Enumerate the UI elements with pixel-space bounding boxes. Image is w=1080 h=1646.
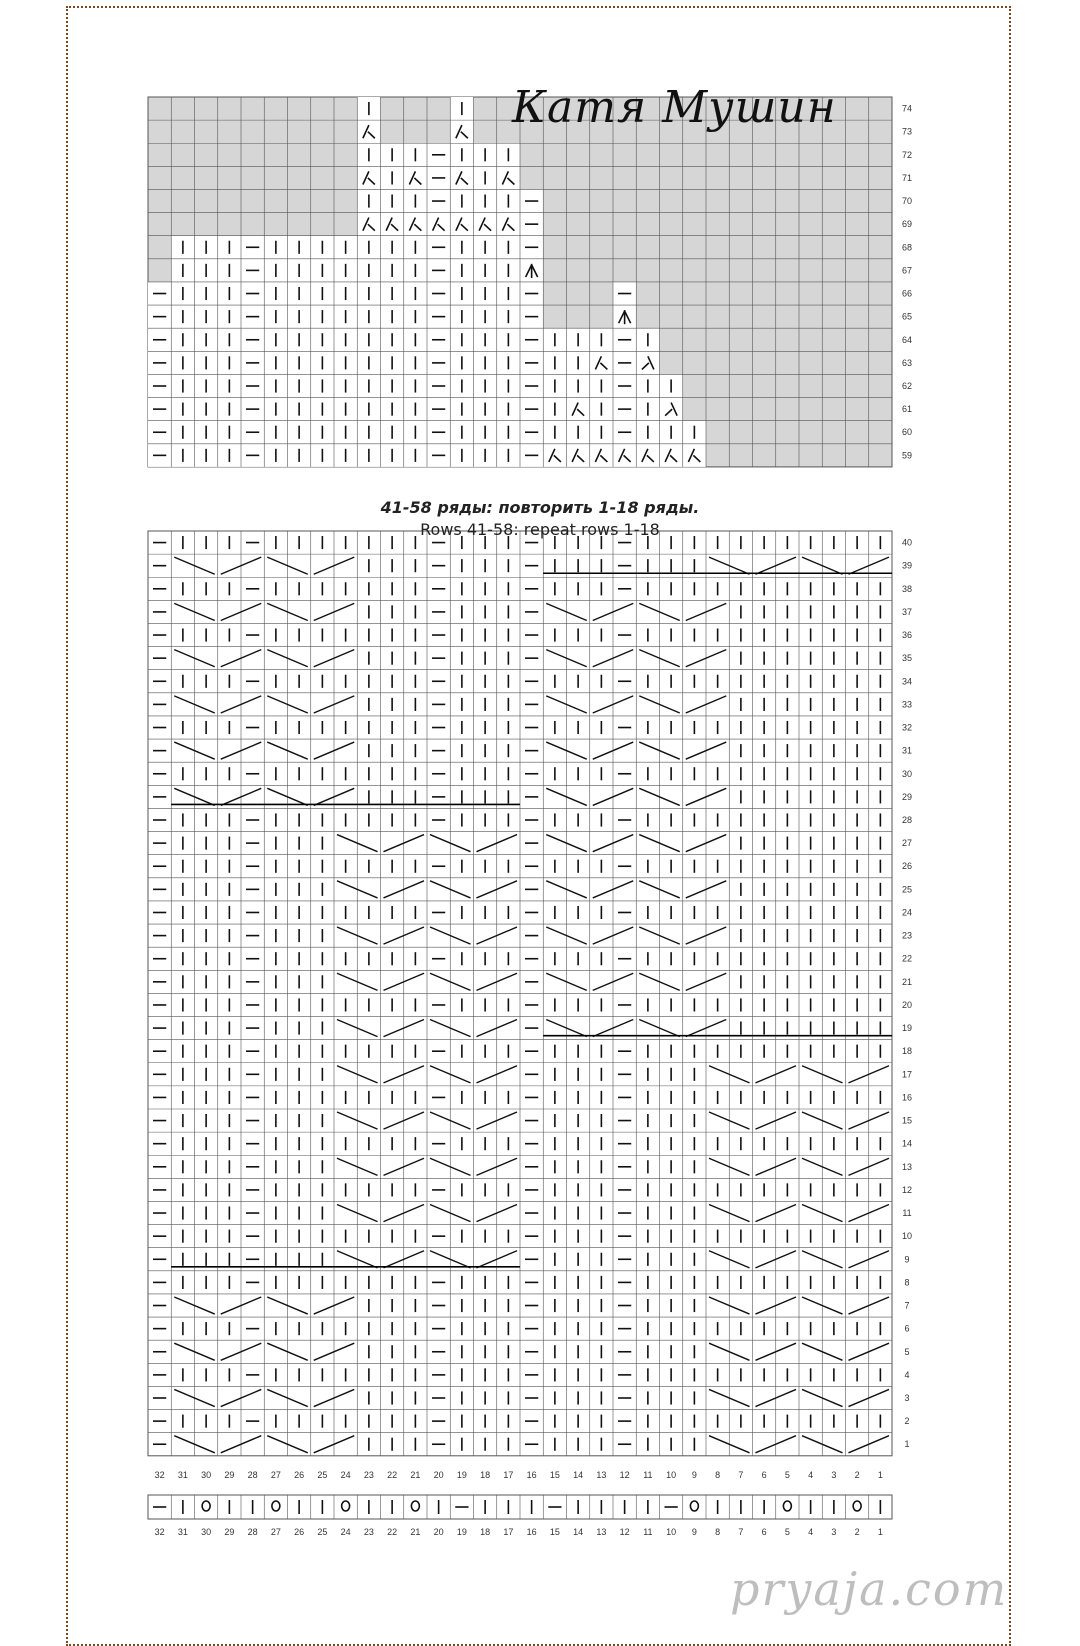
column-number: 11 [643,1527,653,1537]
row-number: 14 [901,1138,913,1149]
logo-text: Катя Мушин [512,82,837,133]
column-number: 7 [738,1469,744,1480]
row-number: 8 [904,1277,910,1288]
row-number: 13 [901,1161,913,1172]
row-number: 38 [901,583,913,594]
row-number: 21 [901,976,913,987]
column-number: 16 [526,1469,537,1480]
column-number: 10 [666,1469,677,1480]
column-number: 21 [410,1469,421,1480]
column-number: 22 [387,1469,398,1480]
column-number: 3 [831,1527,837,1537]
caption-english: Rows 41-58: repeat rows 1-18 [420,520,660,539]
column-number: 19 [456,1527,467,1537]
row-number: 2 [904,1416,910,1427]
row-number: 17 [901,1069,913,1080]
column-number: 15 [549,1527,560,1537]
row-number: 73 [901,126,913,137]
row-number: 19 [901,1023,913,1034]
watermark-text: pryaja.com [730,1562,1009,1616]
row-number: 64 [901,334,913,345]
column-number: 30 [201,1469,212,1480]
row-number: 12 [901,1184,913,1195]
column-number: 27 [270,1469,281,1480]
row-number: 29 [901,791,913,802]
column-number: 6 [761,1469,767,1480]
column-number: 15 [549,1469,560,1480]
row-number: 31 [901,745,913,756]
row-number: 28 [901,815,913,825]
column-number: 10 [666,1527,677,1537]
row-number: 32 [901,722,913,733]
row-number: 30 [901,768,913,779]
row-number: 3 [904,1393,910,1403]
row-number: 61 [901,404,913,415]
caption-russian: 41-58 ряды: повторить 1-18 ряды. [380,498,700,517]
column-number: 25 [317,1527,328,1537]
column-number: 17 [503,1527,514,1537]
row-number: 26 [901,861,913,872]
column-number: 1 [877,1469,883,1480]
column-number: 12 [619,1527,630,1537]
row-number: 66 [901,288,913,299]
row-number: 68 [901,242,913,253]
row-number: 25 [901,884,913,895]
row-number: 39 [901,560,913,571]
row-number: 65 [901,311,913,322]
column-number: 18 [480,1469,491,1480]
column-number: 28 [247,1469,258,1480]
column-number: 20 [433,1469,444,1480]
column-number: 32 [154,1469,165,1480]
row-number: 63 [901,357,913,368]
row-number: 27 [901,838,913,849]
column-number: 25 [317,1469,328,1480]
column-number: 22 [387,1527,398,1537]
column-number: 19 [456,1469,467,1480]
row-number: 37 [901,606,913,617]
row-number: 71 [901,172,913,183]
column-number: 3 [831,1469,837,1480]
row-number: 35 [901,653,913,664]
column-number: 24 [340,1527,351,1537]
column-number: 8 [715,1469,721,1480]
column-number: 30 [201,1527,212,1537]
column-number: 8 [715,1527,721,1537]
row-number: 40 [901,537,913,548]
column-number: 26 [294,1527,305,1537]
row-number: 9 [904,1254,910,1265]
row-number: 60 [901,427,913,438]
column-number: 26 [294,1469,305,1480]
column-number: 28 [247,1527,258,1537]
column-number: 24 [340,1469,351,1480]
column-number: 4 [808,1527,814,1537]
row-number: 70 [901,196,913,207]
column-number: 31 [177,1527,188,1537]
row-number: 16 [901,1092,913,1103]
column-number: 4 [808,1469,814,1480]
row-number: 15 [901,1115,913,1126]
row-number: 10 [901,1231,913,1242]
row-number: 33 [901,699,913,710]
column-number: 14 [573,1469,584,1480]
row-number: 5 [904,1346,910,1357]
column-number: 18 [480,1527,491,1537]
column-number: 27 [270,1527,281,1537]
row-number: 67 [901,265,913,276]
row-number: 23 [901,930,913,941]
column-number: 9 [691,1527,697,1537]
row-number: 7 [904,1300,910,1311]
row-number: 34 [901,676,913,687]
column-number: 12 [619,1469,630,1480]
column-number: 2 [854,1527,860,1537]
column-number: 1 [877,1527,883,1537]
row-number: 4 [904,1369,910,1380]
row-number: 22 [901,953,913,964]
column-number: 14 [573,1527,584,1537]
row-number: 18 [901,1046,913,1057]
column-number: 31 [177,1469,188,1480]
column-number: 7 [738,1527,744,1537]
column-number: 9 [691,1469,697,1480]
row-number: 6 [904,1323,910,1334]
row-number: 69 [901,219,913,230]
column-number: 20 [433,1527,444,1537]
row-number: 59 [901,450,913,461]
row-number: 11 [902,1208,912,1219]
row-number: 74 [901,103,913,114]
column-number: 13 [596,1469,607,1480]
column-number: 16 [526,1527,537,1537]
column-number: 17 [503,1469,514,1480]
row-number: 36 [901,630,913,641]
column-number: 11 [643,1469,653,1480]
row-number: 24 [901,907,913,918]
column-number: 13 [596,1527,607,1537]
column-number: 32 [154,1527,165,1537]
column-number: 6 [761,1527,767,1537]
row-number: 1 [904,1439,910,1450]
column-number: 5 [784,1527,790,1537]
column-number: 29 [224,1527,235,1537]
column-number: 2 [854,1469,860,1480]
row-number: 20 [901,999,913,1010]
row-number: 62 [901,381,913,391]
row-number: 72 [901,149,913,160]
column-number: 5 [784,1469,790,1480]
column-number: 21 [410,1527,421,1537]
column-number: 23 [363,1527,374,1537]
column-number: 23 [363,1469,374,1480]
column-number: 29 [224,1469,235,1480]
